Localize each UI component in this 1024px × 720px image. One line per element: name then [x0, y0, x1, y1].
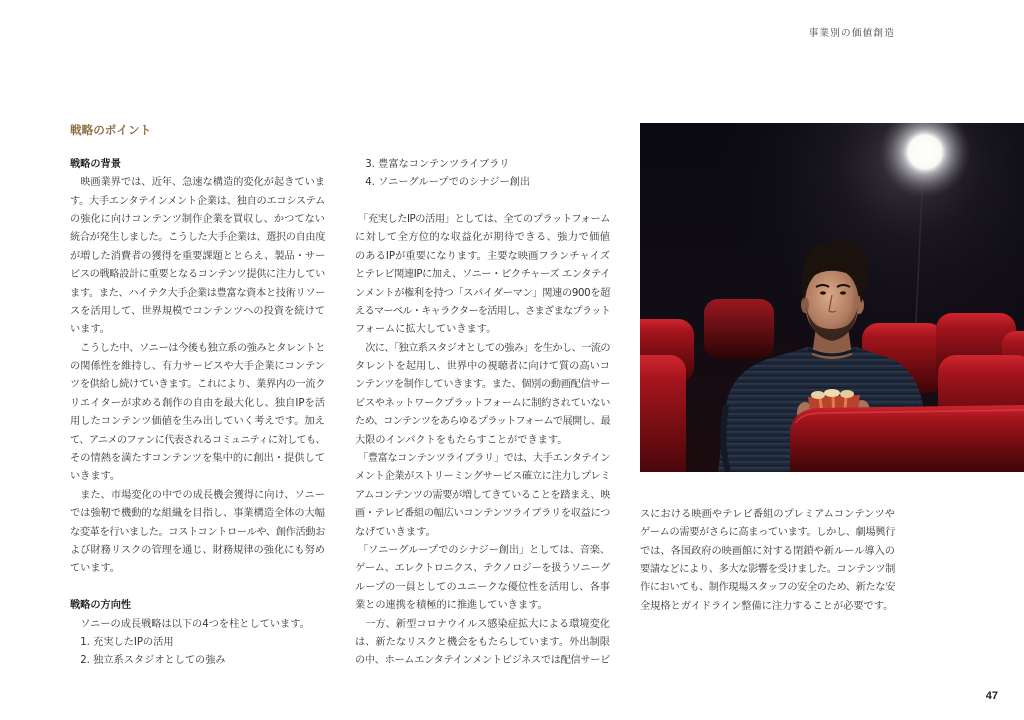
paragraph-line: の中、ホームエンタテインメントビジネスでは配信サービ [355, 655, 610, 667]
paragraph-line: て、アニメのファンに代表されるコミュニティに対しても、 [70, 434, 325, 446]
paragraph-line: タレントを起用し、世界中の視聴者に向けて質の高いコ [355, 361, 610, 373]
list-item: 4. ソニーグループでのシナジー創出 [365, 177, 531, 189]
paragraph-line: フォームに拡大していきます。 [355, 324, 497, 336]
paragraph [70, 616, 325, 634]
list-item: 3. 豊富なコンテンツライブラリ [365, 158, 510, 170]
paragraph-line: スにおける映画やテレビ番組のプレミアムコンテンツや [640, 508, 895, 520]
list-item: 2. 独立系スタジオとしての強み [80, 655, 226, 667]
paragraph-line: アムコンテンツの需要が増してきていることを踏まえ、映 [355, 489, 610, 501]
paragraph-line: が増した消費者の獲得を重要課題ととらえ、製品・サー [70, 250, 325, 262]
paragraph-line: 次に、「独立系スタジオとしての強み」を生かし、一流の [365, 342, 610, 354]
paragraph-line: ンテンツを制作していきます。また、個別の動画配信サー [355, 379, 610, 391]
paragraph-line: その情熱を満たすコンテンツを集中的に創出・提供して [70, 453, 325, 465]
paragraph [355, 211, 610, 340]
section-heading: 戦略のポイント [70, 123, 152, 137]
paragraph-line: よび財務リスクの管理を通じ、財務規律の強化にも努め [70, 545, 325, 556]
text-column-1 [70, 156, 325, 671]
front-seat [790, 405, 1024, 472]
numbered-list [355, 156, 610, 193]
paragraph-line: の強化に向けコンテンツ制作企業を買収し、かつてない [70, 213, 325, 225]
paragraph [70, 487, 325, 579]
paragraph [70, 340, 325, 487]
paragraph-line: 大限のインパクトをもたらすことができます。 [355, 434, 568, 446]
paragraph-line: 全規格とガイドライン整備に注力することが必要です。 [640, 600, 894, 612]
paragraph-line: の関係性を維持し、有力サービスや大手企業にコンテン [70, 361, 325, 373]
paragraph-line: ます。また、ハイテク大手企業は豊富な資本と技術リソー [70, 287, 325, 299]
paragraph-line: ています。 [70, 563, 121, 575]
running-header: 事業別の価値創造 [808, 28, 895, 39]
paragraph-line: えるマーベル・キャラクターを活用し、さまざまなプラット [355, 305, 610, 317]
paragraph-line: では、各国政府の映画館に対する閉鎖や新ルール導入の [640, 545, 895, 557]
paragraph-line: 用したコンテンツ価値を生み出していく考えです。加え [70, 416, 325, 428]
paragraph-line: す。大手エンタテインメント企業は、独自のエコシステム [70, 195, 325, 207]
paragraph-line: ループの一員としてのユニークな優位性を活用し、各事 [355, 581, 610, 593]
list-item: 1. 充実したIPの活用 [80, 636, 174, 648]
paragraph [70, 174, 325, 340]
paragraph-line: ンメントが権利を持つ「スパイダーマン」関連の900を超 [355, 287, 610, 299]
text-column-3 [640, 506, 895, 616]
paragraph-line: とテレビ関連IPに加え、ソニー・ピクチャーズ エンタテイ [355, 269, 610, 281]
paragraph [355, 616, 610, 671]
paragraph-line: 「充実したIPの活用」としては、全てのプラットフォーム [358, 213, 610, 225]
paragraph-line: 「ソニーグループでのシナジー創出」としては、音楽、 [358, 545, 610, 556]
paragraph [355, 340, 610, 450]
paragraph-line: メント企業がストリーミングサービス確立に注力しプレミ [355, 471, 610, 483]
paragraph-line: 要請などにより、多大な影響を受けました。コンテンツ制 [640, 563, 895, 575]
page-number: 47 [985, 690, 998, 702]
paragraph-line: な変革を行いました。コストコントロールや、創作活動お [70, 526, 325, 538]
paragraph-line: ゲームの需要がさらに高まっています。しかし、劇場興行 [640, 527, 895, 539]
cinema-photo [640, 123, 1024, 472]
paragraph-line: 一方、新型コロナウイルス感染症拡大による環境変化 [365, 618, 610, 630]
paragraph-line: は、新たなリスクと機会をもたらしています。外出制限 [355, 636, 610, 648]
paragraph-line: に対して全方位的な収益化が期待できる、強力で価値 [355, 232, 610, 244]
paragraph-line: 業との連携を積極的に推進していきます。 [355, 600, 548, 612]
paragraph-line: のあるIPが重要になります。主要な映画フランチャイズ [355, 250, 610, 262]
subheading: 戦略の背景 [70, 158, 121, 170]
paragraph-line: こうした中、ソニーは今後も独立系の強みとタレントと [80, 342, 325, 354]
text-column-2 [355, 156, 610, 671]
paragraph-line: 「豊富なコンテンツライブラリ」では、大手エンタテイン [358, 453, 610, 465]
paragraph-line: ツを供給し続けていきます。これにより、業界内の一流ク [70, 379, 325, 391]
paragraph-line: なげていきます。 [355, 526, 436, 538]
paragraph-line: ビスやネットワークプラットフォームに制約されていない [355, 397, 610, 409]
numbered-list [70, 634, 325, 671]
paragraph-line: 統合が発生しました。こうした大手企業は、選択の自由度 [70, 232, 325, 244]
paragraph-line: いきます。 [70, 471, 121, 483]
paragraph-line: ゲーム、エレクトロニクス、テクノロジーを扱うソニーグ [355, 563, 610, 575]
paragraph-line: では強靭で機動的な組織を目指し、事業構造全体の大幅 [70, 508, 325, 520]
paragraph-line: リエイターが求める創作の自由を最大化し、独自IPを活 [70, 397, 325, 409]
paragraph [355, 450, 610, 542]
paragraph-line: ビスの戦略設計に重要となるコンテンツ提供に注力してい [70, 269, 325, 281]
paragraph-line: ため、コンテンツをあらゆるプラットフォームで展開し、最 [355, 416, 610, 428]
paragraph-line: います。 [70, 324, 110, 336]
paragraph-line: スを活用して、世界規模でコンテンツへの投資を続けて [70, 305, 325, 317]
paragraph-line: ソニーの成長戦略は以下の4つを柱としています。 [80, 618, 310, 630]
paragraph [640, 506, 895, 616]
paragraph-line: 映画業界では、近年、急速な構造的変化が起きていま [80, 177, 325, 189]
paragraph-line: 画・テレビ番組の幅広いコンテンツライブラリを収益につ [355, 508, 610, 520]
paragraph-line: また、市場変化の中での成長機会獲得に向け、ソニー [80, 489, 325, 501]
paragraph [355, 542, 610, 616]
paragraph-line: 作においても、制作現場スタッフの安全のため、新たな安 [640, 582, 895, 594]
subheading: 戦略の方向性 [70, 600, 132, 612]
